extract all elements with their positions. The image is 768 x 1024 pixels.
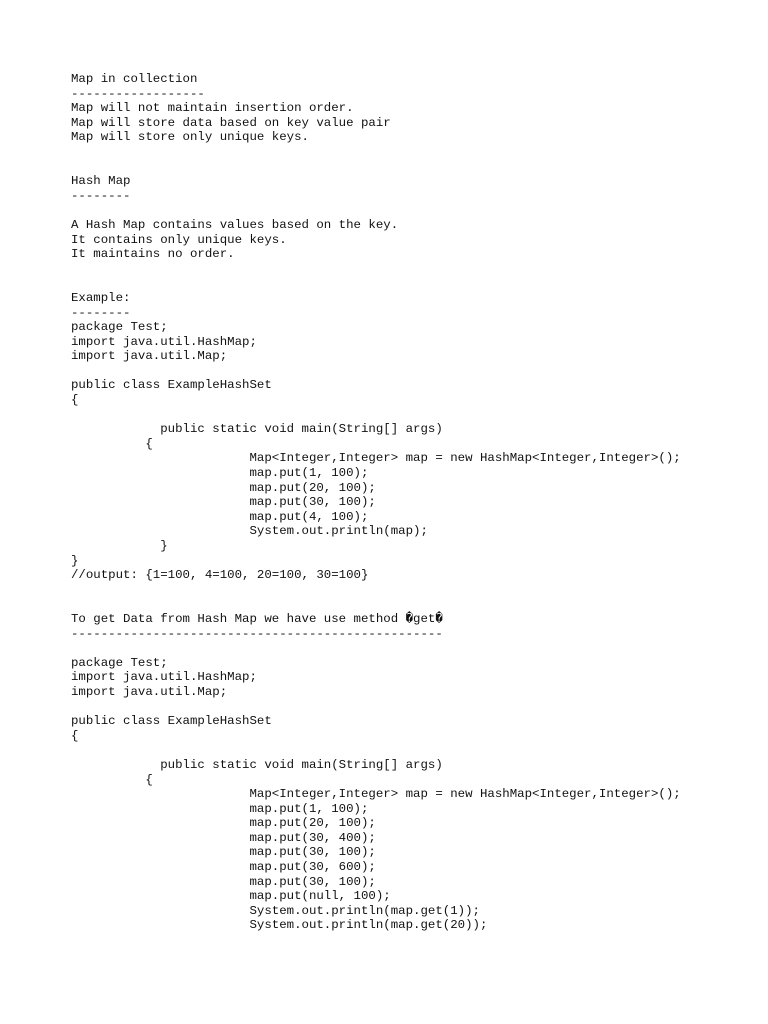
document-line: Map will store data based on key value pair	[71, 115, 391, 130]
document-line	[71, 145, 681, 160]
document-line: map.put(30, 600);	[71, 860, 376, 875]
document-line: import java.util.HashMap;	[71, 334, 257, 349]
document-line: map.put(30, 100);	[71, 495, 376, 510]
document-line: import java.util.Map;	[71, 349, 228, 364]
document-line: Map will not maintain insertion order.	[71, 101, 354, 116]
document-line: --------	[71, 305, 131, 320]
document-line: ------------------	[71, 86, 205, 101]
document-line	[71, 700, 681, 715]
document-line	[71, 262, 681, 277]
document-line: Map<Integer,Integer> map = new HashMap<Integer,Integer>();	[71, 451, 681, 466]
document-line: {	[71, 393, 79, 408]
document-line: public class ExampleHashSet	[71, 378, 272, 393]
document-line: It maintains no order.	[71, 247, 235, 262]
document-line	[71, 160, 681, 175]
document-line: map.put(null, 100);	[71, 889, 391, 904]
document-line	[71, 364, 681, 379]
document-line: map.put(30, 100);	[71, 845, 376, 860]
document-line: map.put(1, 100);	[71, 466, 369, 481]
document-line: public class ExampleHashSet	[71, 714, 272, 729]
document-line: package Test;	[71, 320, 168, 335]
document-line: map.put(30, 400);	[71, 830, 376, 845]
document-line: A Hash Map contains values based on the key.	[71, 217, 399, 232]
document-line: {	[71, 728, 79, 743]
document-line: Hash Map	[71, 174, 131, 189]
document-line: package Test;	[71, 655, 168, 670]
document-line: Example:	[71, 290, 131, 305]
document-line: System.out.println(map.get(20));	[71, 918, 488, 933]
document-line	[71, 597, 681, 612]
document-line: public static void main(String[] args)	[71, 422, 443, 437]
document-line: }	[71, 553, 79, 568]
document-line: map.put(4, 100);	[71, 509, 369, 524]
document-line: To get Data from Hash Map we have use method �get�	[71, 611, 443, 626]
document-line: //output: {1=100, 4=100, 20=100, 30=100}	[71, 568, 369, 583]
document-line: map.put(20, 100);	[71, 816, 376, 831]
document-line: {	[71, 772, 153, 787]
document-line: map.put(1, 100);	[71, 801, 369, 816]
document-line	[71, 743, 681, 758]
document-line: Map will store only unique keys.	[71, 130, 309, 145]
document-line	[71, 276, 681, 291]
document-line: import java.util.HashMap;	[71, 670, 257, 685]
document-line: Map in collection	[71, 72, 198, 86]
document-line: {	[71, 436, 153, 451]
document-line: }	[71, 539, 168, 553]
document-line: map.put(30, 100);	[71, 874, 376, 889]
document-line: Map<Integer,Integer> map = new HashMap<Integer,Integer>();	[71, 787, 681, 802]
document-line: --------	[71, 188, 131, 203]
document-line	[71, 583, 681, 598]
document-line	[71, 641, 681, 656]
document-text	[71, 72, 681, 933]
document-line	[71, 408, 681, 423]
document-line: public static void main(String[] args)	[71, 757, 443, 772]
document-line: map.put(20, 100);	[71, 480, 376, 495]
document-line: System.out.println(map.get(1));	[71, 903, 480, 918]
document-line: It contains only unique keys.	[71, 232, 287, 247]
document-line: --------------------------------------------------	[71, 626, 443, 641]
document-line	[71, 203, 681, 218]
document-line: import java.util.Map;	[71, 684, 228, 699]
document-line: System.out.println(map);	[71, 524, 428, 539]
